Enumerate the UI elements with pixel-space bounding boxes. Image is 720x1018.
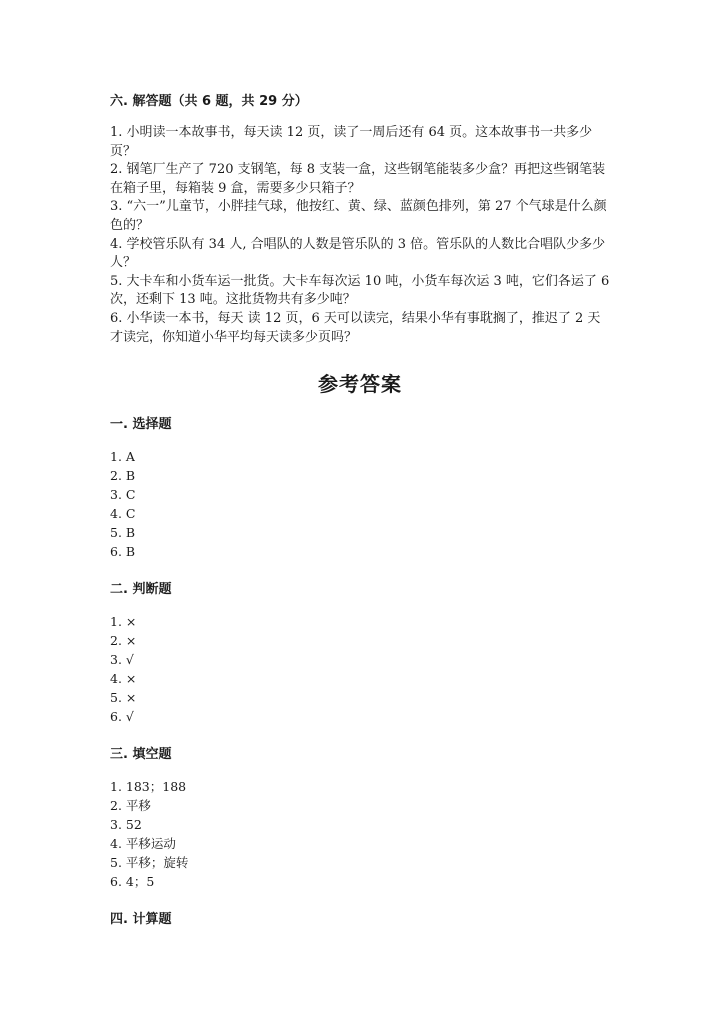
- question-item: 5. 大卡车和小货车运一批货。大卡车每次运 10 吨，小货车每次运 3 吨，它们各运了 6 次，还剩下 13 吨。这批货物共有多少吨？: [110, 273, 610, 308]
- question-item: 4. 学校管乐队有 34 人, 合唱队的人数是管乐队的 3 倍。管乐队的人数比合唱队少多少人？: [110, 236, 606, 271]
- section-heading-choice: 一. 选择题: [110, 417, 172, 432]
- answer-item: 6. √: [110, 709, 134, 724]
- answer-item: 4. C: [110, 506, 136, 521]
- answers-title: 参考答案: [318, 372, 402, 396]
- section-heading-calc: 四. 计算题: [110, 912, 172, 927]
- answer-item: 4. 平移运动: [110, 836, 176, 851]
- answer-item: 3. √: [110, 652, 134, 667]
- answer-item: 6. 4；5: [110, 874, 155, 889]
- section-heading-fill: 三. 填空题: [110, 747, 172, 762]
- answer-item: 5. ×: [110, 690, 137, 705]
- judge-answer-list: [110, 612, 136, 726]
- question-item: 6. 小华读一本书，每天 读 12 页，6 天可以读完，结果小华有事耽搁了，推迟了 2 天才读完，你知道小华平均每天读多少页吗？: [110, 310, 601, 345]
- answer-item: 2. 平移: [110, 798, 151, 813]
- answer-item: 1. ×: [110, 614, 137, 629]
- answer-item: 5. B: [110, 525, 136, 540]
- fill-answer-list: [110, 777, 188, 891]
- question-item: 2. 钢笔厂生产了 720 支钢笔，每 8 支装一盒，这些钢笔能装多少盒？再把这些钢笔装在箱子里，每箱装 9 盒，需要多少只箱子？: [110, 162, 606, 196]
- question-list: [110, 124, 610, 347]
- answer-item: 6. B: [110, 544, 136, 559]
- answer-item: 4. ×: [110, 671, 137, 686]
- choice-answer-list: [110, 447, 135, 561]
- answer-item: 1. A: [110, 449, 135, 464]
- answer-item: 2. ×: [110, 633, 137, 648]
- answer-item: 5. 平移；旋转: [110, 855, 189, 870]
- answer-item: 3. 52: [110, 817, 142, 832]
- question-item: 3. “六一”儿童节，小胖挂气球，他按红、黄、绿、蓝颜色排列，第 27 个气球是什么颜色的？: [110, 199, 607, 233]
- section-heading-judge: 二. 判断题: [110, 582, 172, 597]
- answer-item: 2. B: [110, 468, 136, 483]
- answer-item: 1. 183；188: [110, 779, 187, 794]
- question-item: 1. 小明读一本故事书，每天读 12 页，读了一周后还有 64 页。这本故事书一共多少页？: [110, 125, 593, 159]
- answer-item: 3. C: [110, 487, 136, 502]
- section-heading-answer-questions: 六. 解答题（共 6 题，共 29 分）: [110, 94, 308, 109]
